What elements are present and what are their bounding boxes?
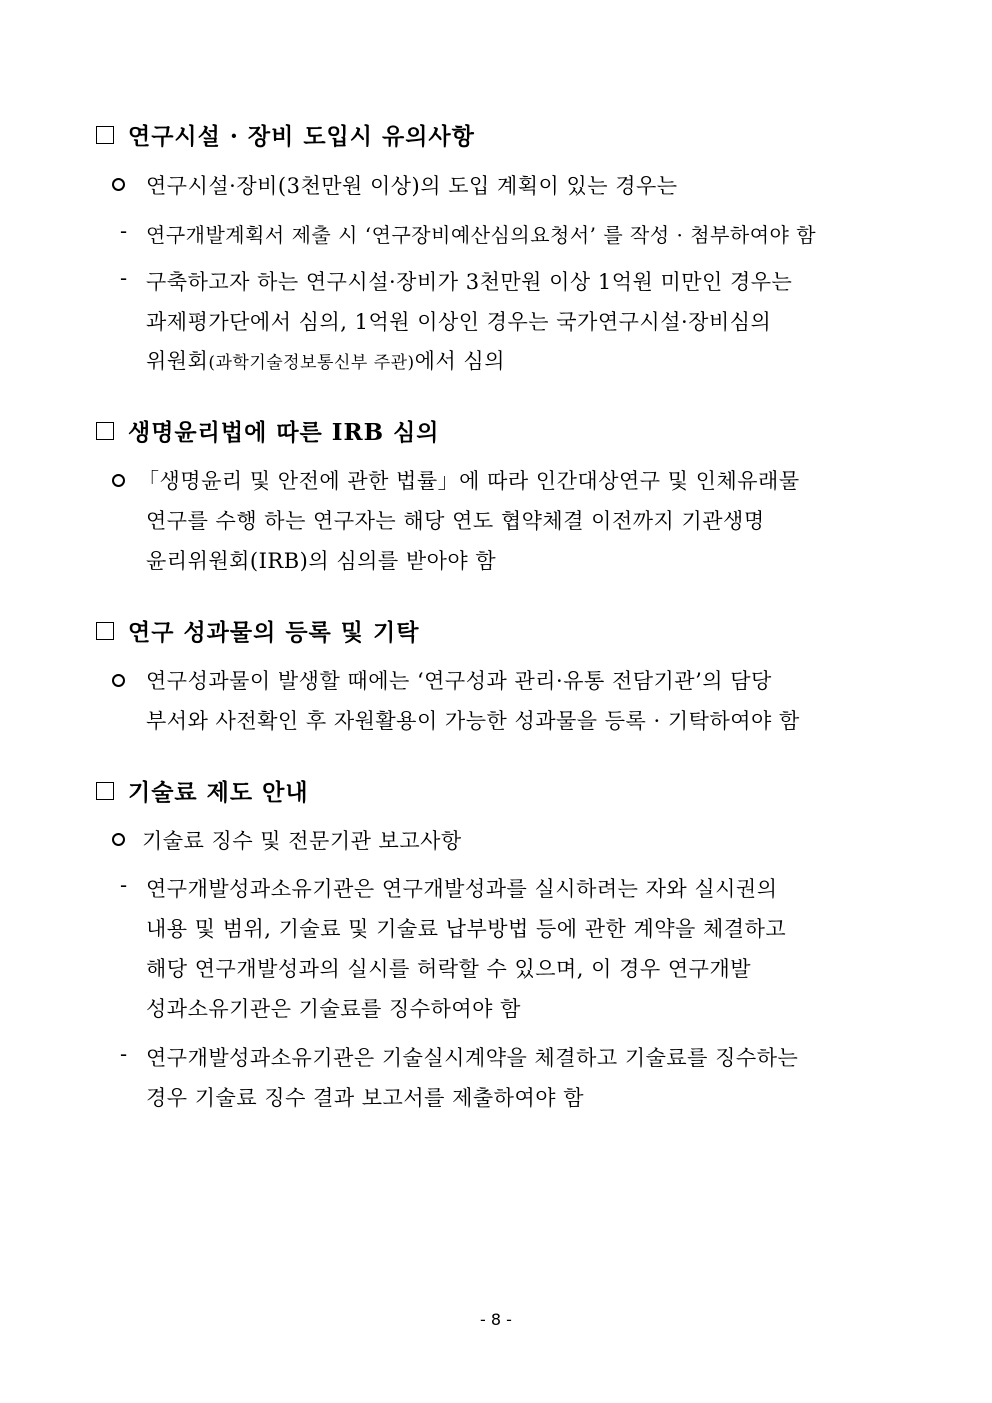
- circle-bullet-icon: [112, 178, 125, 191]
- item-line: 연구개발성과소유기관은 기술실시계약을 체결하고 기술료를 징수하는: [146, 1046, 799, 1070]
- checkbox-square-icon: [96, 422, 114, 440]
- section-heading-equipment: [96, 118, 475, 151]
- bullet-text: 연구시설·장비(3천만원 이상)의 도입 계획이 있는 경우는: [146, 174, 678, 198]
- dash-icon: -: [120, 266, 128, 290]
- bullet-text: 윤리위원회(IRB)의 심의를 받아야 함: [146, 549, 497, 573]
- checkbox-square-icon: [96, 126, 114, 144]
- bullet-text: 「생명윤리 및 안전에 관한 법률」에 따라 인간대상연구 및 인체유래물: [138, 469, 800, 493]
- item-text-small: (과학기술정보통신부 주관): [208, 353, 415, 373]
- item-line: 경우 기술료 징수 결과 보고서를 제출하여야 함: [146, 1086, 584, 1110]
- heading-text: 생명윤리법에 따른 IRB 심의: [128, 419, 440, 446]
- item-text: 에서 심의: [414, 349, 505, 373]
- heading-text: 연구 성과물의 등록 및 기탁: [128, 619, 420, 646]
- circle-bullet-icon: [112, 833, 125, 846]
- circle-bullet-icon: [112, 474, 125, 487]
- section-heading-results: [96, 614, 419, 647]
- bullet-text: 부서와 사전확인 후 자원활용이 가능한 성과물을 등록 · 기탁하여야 함: [146, 709, 800, 733]
- item-line: 성과소유기관은 기술료를 징수하여야 함: [146, 997, 521, 1021]
- item-line: 과제평가단에서 심의, 1억원 이상인 경우는 국가연구시설·장비심의: [146, 310, 772, 334]
- bullet-text: 기술료 징수 및 전문기관 보고사항: [142, 829, 462, 853]
- item-line: 내용 및 범위, 기술료 및 기술료 납부방법 등에 관한 계약을 체결하고: [146, 917, 787, 941]
- item-line: [146, 345, 505, 375]
- section-heading-royalty: [96, 774, 309, 807]
- checkbox-square-icon: [96, 782, 114, 800]
- item-line: 연구개발계획서 제출 시 ‘연구장비예산심의요청서’ 를 작성 · 첨부하여야 함: [146, 223, 817, 247]
- dash-icon: -: [120, 219, 128, 243]
- circle-bullet-icon: [112, 674, 125, 687]
- item-text: 위원회: [146, 349, 209, 373]
- checkbox-square-icon: [96, 622, 114, 640]
- dash-icon: -: [120, 1042, 128, 1066]
- heading-text: 기술료 제도 안내: [128, 779, 309, 806]
- section-heading-irb: [96, 414, 440, 447]
- bullet-text: 연구성과물이 발생할 때에는 ‘연구성과 관리·유통 전담기관’의 담당: [146, 669, 772, 693]
- dash-icon: -: [120, 873, 128, 897]
- bullet-text: 연구를 수행 하는 연구자는 해당 연도 협약체결 이전까지 기관생명: [146, 509, 765, 533]
- item-line: 해당 연구개발성과의 실시를 허락할 수 있으며, 이 경우 연구개발: [146, 957, 752, 981]
- page-number: - 8 -: [480, 1310, 512, 1329]
- item-line: 구축하고자 하는 연구시설·장비가 3천만원 이상 1억원 미만인 경우는: [146, 270, 793, 294]
- heading-text: 연구시설 · 장비 도입시 유의사항: [128, 123, 475, 150]
- item-line: 연구개발성과소유기관은 연구개발성과를 실시하려는 자와 실시권의: [146, 877, 778, 901]
